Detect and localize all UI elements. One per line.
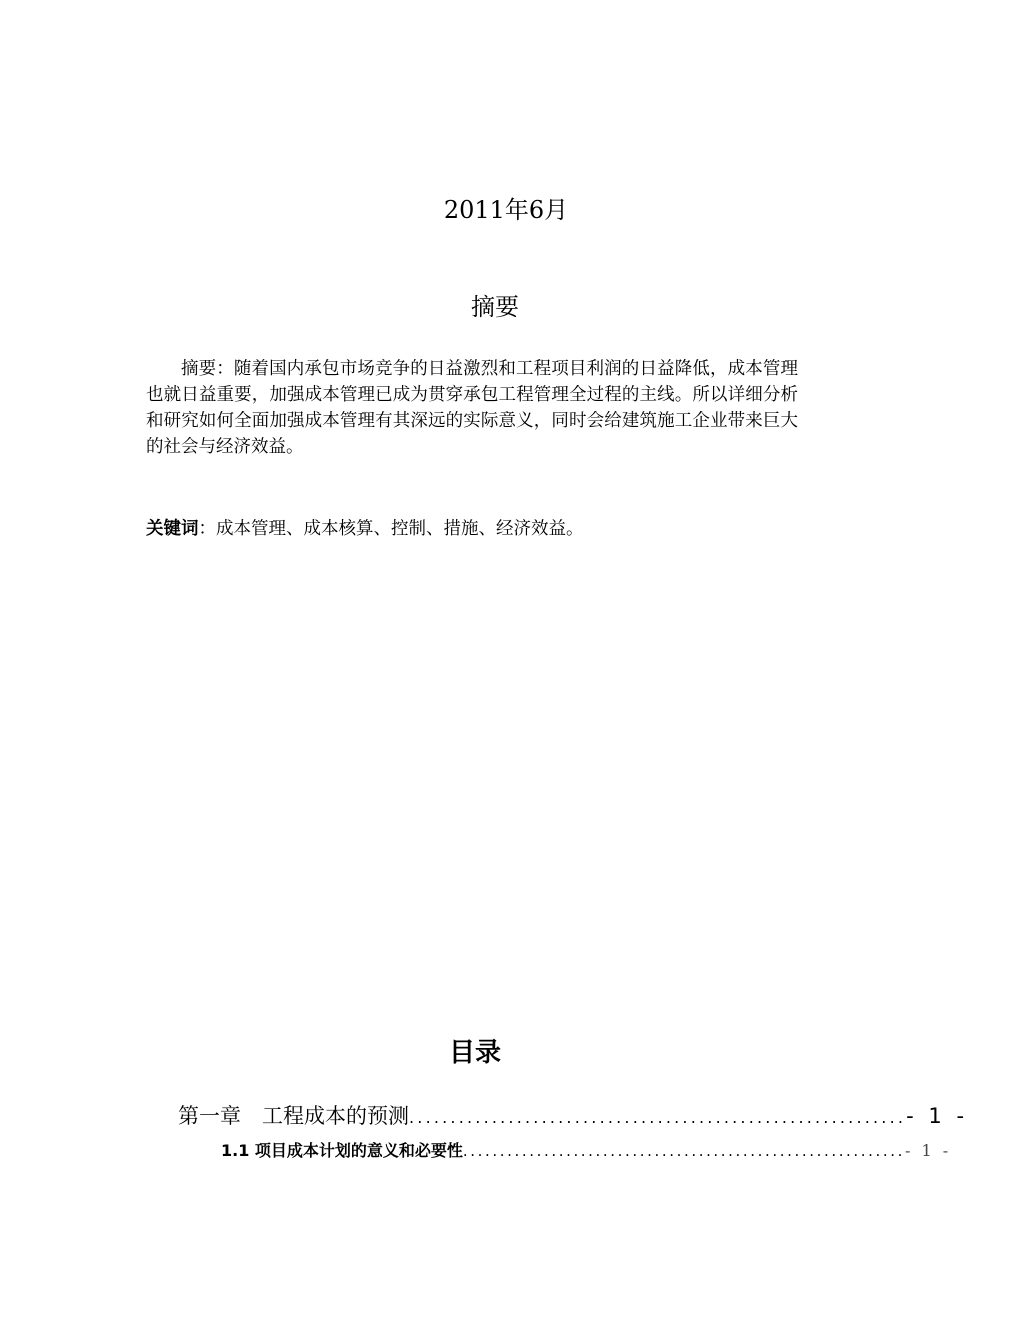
keywords-separator: ： xyxy=(198,519,216,539)
toc-dot-leader: ............................................................ xyxy=(409,1108,907,1127)
keywords-line xyxy=(146,515,584,540)
toc-entry-chapter-1[interactable] xyxy=(178,1100,969,1130)
toc-entry-section-1-1[interactable] xyxy=(221,1138,952,1161)
toc-entry-title: 1.1 项目成本计划的意义和必要性 xyxy=(221,1141,463,1160)
toc-entry-page: - 1 - xyxy=(905,1141,952,1160)
abstract-heading: 摘要 xyxy=(471,293,519,321)
keywords-text: 成本管理、成本核算、控制、措施、经济效益。 xyxy=(216,519,584,539)
toc-entry-page: - 1 - xyxy=(906,1104,969,1128)
document-date: 2011年6月 xyxy=(443,196,569,224)
toc-heading: 目录 xyxy=(448,1038,501,1068)
toc-dot-leader: ............................................................ xyxy=(462,1142,906,1160)
keywords-label: 关键词 xyxy=(146,519,199,539)
toc-entry-title: 第一章 工程成本的预测 xyxy=(178,1104,409,1128)
abstract-body: 摘要：随着国内承包市场竞争的日益激烈和工程项目利润的日益降低，成本管理也就日益重要，加强成本管理已成为贯穿承包工程管理全过程的主线。所以详细分析和研究如何全面加强成本管理有其深远的实际意义，同时会给建筑施工企业带来巨大的社会与经济效益。 xyxy=(146,359,798,457)
